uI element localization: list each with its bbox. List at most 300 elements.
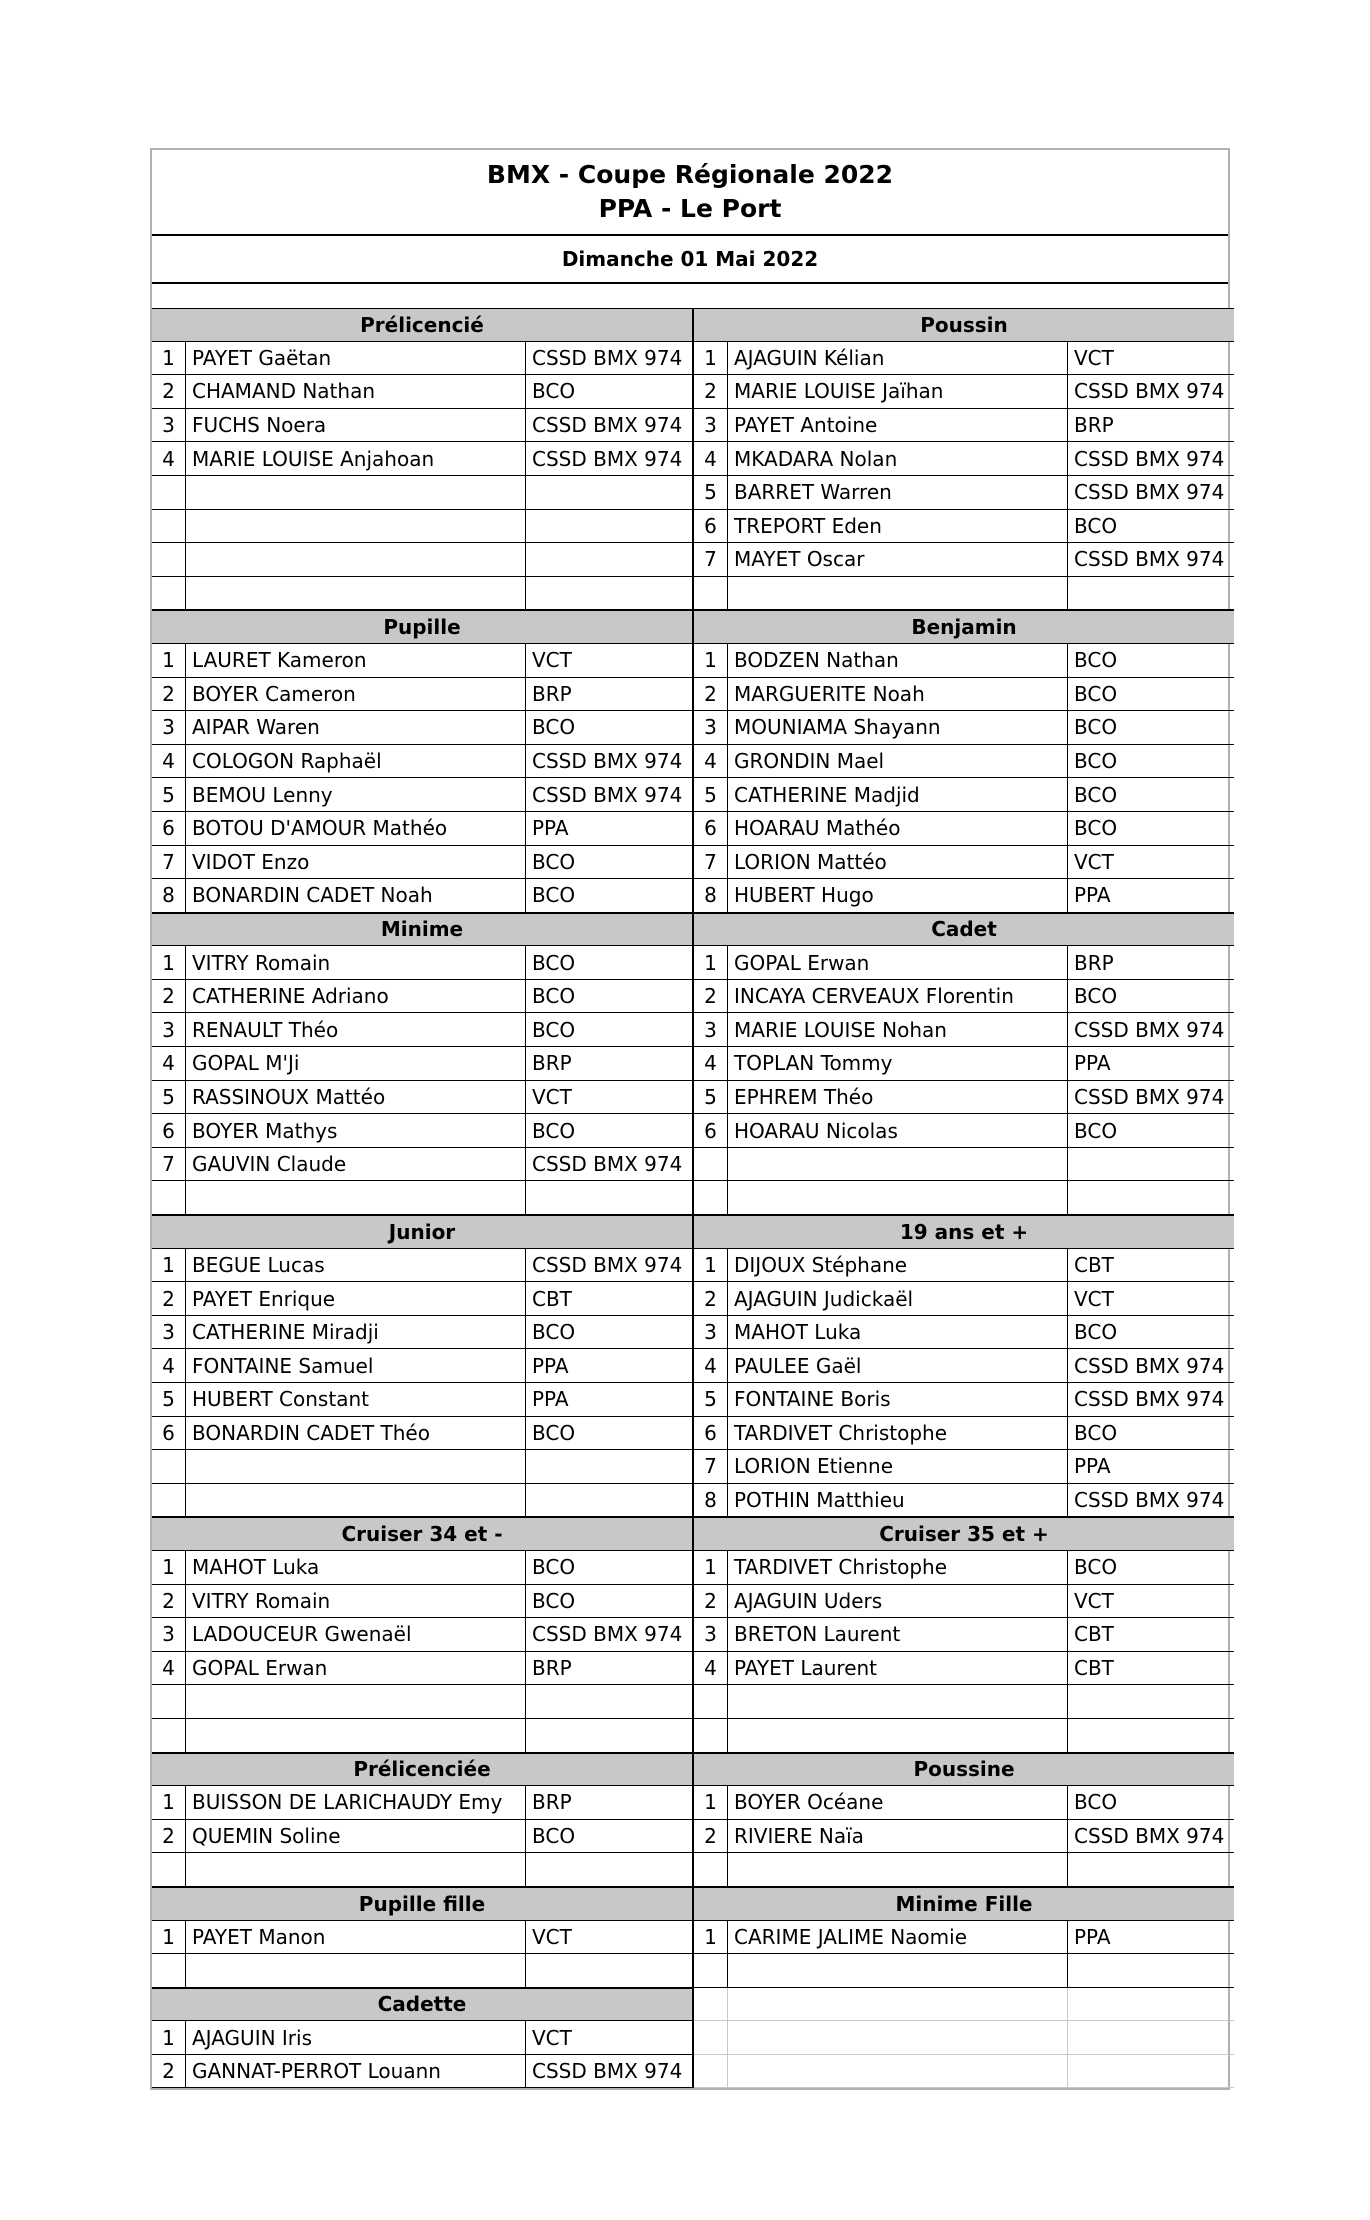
rank-cell [694,1685,728,1718]
rider-name-cell: GAUVIN Claude [186,1148,526,1181]
rider-name-cell: PAYET Laurent [728,1652,1068,1685]
result-row [152,442,692,476]
right-column [692,308,1234,2088]
club-cell [526,1181,692,1214]
club-cell: CBT [1074,1622,1114,1647]
page-subtitle: PPA - Le Port [598,194,782,223]
result-row [152,1618,692,1652]
rank-cell: 3 [152,1316,186,1349]
rider-name-cell: VIDOT Enzo [186,846,526,879]
result-row [694,1652,1234,1686]
result-row [694,1417,1234,1451]
rank-cell: 1 [694,1921,728,1954]
result-row [694,1013,1234,1047]
results-sheet [150,148,1230,2090]
rider-name-cell: HOARAU Nicolas [728,1114,1068,1147]
result-row [152,1081,692,1115]
rank-cell: 2 [152,980,186,1013]
club-cell: VCT [1074,1286,1114,1311]
rider-name-cell: HUBERT Constant [186,1383,526,1416]
rank-cell: 2 [694,1282,728,1315]
rider-name-cell [186,1954,526,1987]
club-cell: CSSD BMX 974 [1074,547,1225,572]
result-row [152,342,692,376]
category-header: Poussin [694,308,1234,342]
rank-cell: 6 [694,510,728,543]
result-row [152,1316,692,1350]
result-row [152,1551,692,1585]
rank-cell [152,1484,186,1517]
result-row [152,1383,692,1417]
rank-cell: 3 [152,1618,186,1651]
rank-cell [694,577,728,610]
result-row [694,778,1234,812]
rank-cell [694,1988,728,2021]
club-cell: BRP [532,681,572,706]
result-row [694,879,1234,913]
rider-name-cell: BOYER Cameron [186,678,526,711]
result-row [694,1148,1234,1182]
result-row [152,1954,692,1988]
rank-cell: 2 [152,1282,186,1315]
result-row [152,1013,692,1047]
results-grid [152,308,1228,2088]
club-cell: VCT [532,2025,572,2050]
result-row [152,644,692,678]
rank-cell: 5 [152,1081,186,1114]
rider-name-cell: TARDIVET Christophe [728,1551,1068,1584]
result-row [694,846,1234,880]
rider-name-cell: BUISSON DE LARICHAUDY Emy [186,1786,526,1819]
rank-cell: 1 [152,1786,186,1819]
rank-cell: 5 [152,778,186,811]
rider-name-cell [728,1853,1068,1886]
result-row [694,2021,1234,2055]
club-cell: BCO [532,1320,576,1345]
club-cell [1068,2055,1234,2088]
club-cell: BRP [532,1051,572,1076]
rider-name-cell [186,1853,526,1886]
rank-cell: 3 [694,1013,728,1046]
rank-cell [694,1719,728,1752]
rider-name-cell: MARIE LOUISE Nohan [728,1013,1068,1046]
rank-cell [694,1853,728,1886]
club-cell: CSSD BMX 974 [1074,379,1225,404]
rider-name-cell: RIVIERE Naïa [728,1820,1068,1853]
result-row [694,375,1234,409]
rank-cell: 1 [152,644,186,677]
rider-name-cell: BEGUE Lucas [186,1249,526,1282]
club-cell: BCO [1074,749,1118,774]
rider-name-cell: TOPLAN Tommy [728,1047,1068,1080]
rank-cell: 5 [694,1081,728,1114]
rank-cell [152,1719,186,1752]
club-cell: BCO [532,715,576,740]
result-row [694,711,1234,745]
category-header: Prélicenciée [152,1753,692,1787]
result-row [694,678,1234,712]
club-cell [1068,1719,1234,1752]
rider-name-cell: AJAGUIN Kélian [728,342,1068,375]
rank-cell [694,1181,728,1214]
club-cell [526,543,692,576]
rider-name-cell: BODZEN Nathan [728,644,1068,677]
result-row [152,879,692,913]
title-box [152,150,1228,236]
category-header: Poussine [694,1753,1234,1787]
rank-cell: 1 [694,1786,728,1819]
rider-name-cell: CHAMAND Nathan [186,375,526,408]
club-cell [526,1853,692,1886]
rider-name-cell [186,1181,526,1214]
result-row [152,1249,692,1283]
rank-cell: 1 [694,1249,728,1282]
club-cell: CSSD BMX 974 [532,2059,683,2084]
rank-cell: 4 [694,1652,728,1685]
rider-name-cell: POTHIN Matthieu [728,1484,1068,1517]
club-cell: VCT [532,1924,572,1949]
rank-cell: 4 [152,442,186,475]
rank-cell: 4 [694,745,728,778]
result-row [152,1349,692,1383]
rider-name-cell: FONTAINE Boris [728,1383,1068,1416]
rank-cell [694,1954,728,1987]
rank-cell: 7 [694,1450,728,1483]
result-row [694,1181,1234,1215]
rider-name-cell: PAYET Gaëtan [186,342,526,375]
result-row [152,2055,692,2089]
club-cell: BCO [532,1824,576,1849]
result-row [694,476,1234,510]
category-header: Minime Fille [694,1887,1234,1921]
club-cell: BCO [1074,648,1118,673]
club-cell: CSSD BMX 974 [532,446,683,471]
rank-cell [152,1954,186,1987]
rider-name-cell: BONARDIN CADET Noah [186,879,526,912]
rank-cell [152,1181,186,1214]
rider-name-cell: MARIE LOUISE Anjahoan [186,442,526,475]
club-cell: VCT [1074,345,1114,370]
rank-cell: 3 [152,1013,186,1046]
rider-name-cell [728,1685,1068,1718]
club-cell: CSSD BMX 974 [532,345,683,370]
result-row [694,1383,1234,1417]
rider-name-cell: BRETON Laurent [728,1618,1068,1651]
result-row [694,1921,1234,1955]
page-title: BMX - Coupe Régionale 2022 [486,160,894,189]
result-row [694,1484,1234,1518]
result-row [152,1786,692,1820]
rank-cell: 2 [694,1820,728,1853]
result-row [694,1585,1234,1619]
result-row [152,980,692,1014]
result-row [152,543,692,577]
rider-name-cell [186,1719,526,1752]
club-cell: BRP [532,1790,572,1815]
rider-name-cell [186,1685,526,1718]
result-row [152,1450,692,1484]
rank-cell: 3 [694,409,728,442]
result-row [694,510,1234,544]
rider-name-cell: FUCHS Noera [186,409,526,442]
rider-name-cell: MAYET Oscar [728,543,1068,576]
result-row [152,1685,692,1719]
club-cell [526,1685,692,1718]
result-row [694,1551,1234,1585]
result-row [152,577,692,611]
club-cell: CSSD BMX 974 [532,782,683,807]
category-header: Minime [152,913,692,947]
rank-cell: 2 [694,375,728,408]
rank-cell [694,1148,728,1181]
rider-name-cell: MARGUERITE Noah [728,678,1068,711]
club-cell: PPA [1074,1924,1111,1949]
rank-cell [152,543,186,576]
rider-name-cell [728,577,1068,610]
result-row [152,711,692,745]
rider-name-cell: DIJOUX Stéphane [728,1249,1068,1282]
rank-cell: 4 [152,1047,186,1080]
club-cell: CBT [1074,1656,1114,1681]
club-cell: BCO [532,984,576,1009]
rider-name-cell: BOTOU D'AMOUR Mathéo [186,812,526,845]
rider-name-cell [186,543,526,576]
rank-cell: 2 [152,2055,186,2088]
rank-cell: 1 [694,644,728,677]
rider-name-cell: BEMOU Lenny [186,778,526,811]
result-row [694,2055,1234,2089]
club-cell: CSSD BMX 974 [1074,480,1225,505]
rank-cell: 4 [694,1349,728,1382]
club-cell: VCT [532,1084,572,1109]
rider-name-cell: INCAYA CERVEAUX Florentin [728,980,1068,1013]
result-row [694,1954,1234,1988]
rank-cell [152,476,186,509]
rider-name-cell [186,577,526,610]
rank-cell: 4 [152,1652,186,1685]
club-cell: CSSD BMX 974 [532,749,683,774]
rider-name-cell: QUEMIN Soline [186,1820,526,1853]
club-cell: CSSD BMX 974 [532,1152,683,1177]
result-row [694,1685,1234,1719]
club-cell: BCO [1074,1420,1118,1445]
club-cell: CBT [1074,1252,1114,1277]
result-row [694,1249,1234,1283]
club-cell: BCO [532,379,576,404]
result-row [694,1820,1234,1854]
club-cell: BRP [1074,950,1114,975]
rank-cell: 4 [694,1047,728,1080]
club-cell: BCO [1074,1790,1118,1815]
rider-name-cell [728,2021,1068,2054]
rider-name-cell: BARRET Warren [728,476,1068,509]
result-row [152,1820,692,1854]
club-cell: BCO [1074,1320,1118,1345]
club-cell: BRP [1074,413,1114,438]
rider-name-cell: TARDIVET Christophe [728,1417,1068,1450]
club-cell: BCO [1074,816,1118,841]
club-cell: BCO [1074,1118,1118,1143]
result-row [152,1282,692,1316]
rider-name-cell: COLOGON Raphaël [186,745,526,778]
rider-name-cell: LAURET Kameron [186,644,526,677]
rank-cell [152,510,186,543]
category-header: Cruiser 34 et - [152,1517,692,1551]
result-row [152,946,692,980]
club-cell: CSSD BMX 974 [1074,446,1225,471]
club-cell: BCO [1074,715,1118,740]
result-row [694,745,1234,779]
rank-cell: 1 [694,946,728,979]
rider-name-cell: TREPORT Eden [728,510,1068,543]
result-row [152,1181,692,1215]
rank-cell: 1 [152,1551,186,1584]
rider-name-cell [728,2055,1068,2088]
rank-cell: 4 [152,1349,186,1382]
result-row [694,1349,1234,1383]
club-cell: PPA [1074,883,1111,908]
rank-cell: 6 [694,1417,728,1450]
rank-cell: 2 [152,1820,186,1853]
category-header: Cruiser 35 et + [694,1517,1234,1551]
result-row [694,980,1234,1014]
rider-name-cell: LADOUCEUR Gwenaël [186,1618,526,1651]
rank-cell: 1 [694,342,728,375]
rider-name-cell: RASSINOUX Mattéo [186,1081,526,1114]
rank-cell: 6 [152,1114,186,1147]
club-cell: VCT [1074,849,1114,874]
rider-name-cell: CARIME JALIME Naomie [728,1921,1068,1954]
club-cell: CSSD BMX 974 [1074,1084,1225,1109]
rank-cell: 7 [694,846,728,879]
rider-name-cell: AJAGUIN Uders [728,1585,1068,1618]
rank-cell [152,577,186,610]
rank-cell: 6 [694,812,728,845]
rank-cell: 2 [152,678,186,711]
club-cell: BCO [1074,681,1118,706]
result-row [694,342,1234,376]
rider-name-cell: PAULEE Gaël [728,1349,1068,1382]
rider-name-cell [186,1484,526,1517]
rank-cell: 5 [152,1383,186,1416]
result-row [152,1585,692,1619]
result-row [694,812,1234,846]
category-header: Cadet [694,913,1234,947]
rank-cell: 7 [694,543,728,576]
result-row [152,778,692,812]
rank-cell: 1 [152,946,186,979]
rider-name-cell: BOYER Océane [728,1786,1068,1819]
club-cell [526,1719,692,1752]
rank-cell: 4 [152,745,186,778]
result-row [152,1921,692,1955]
result-row [152,1417,692,1451]
club-cell: BCO [1074,513,1118,538]
rider-name-cell: GANNAT-PERROT Louann [186,2055,526,2088]
category-header: 19 ans et + [694,1215,1234,1249]
result-row [694,1316,1234,1350]
club-cell: VCT [1074,1588,1114,1613]
category-header: Pupille fille [152,1887,692,1921]
result-row [152,678,692,712]
club-cell: BCO [1074,1555,1118,1580]
club-cell: BCO [532,1555,576,1580]
rider-name-cell: GOPAL Erwan [186,1652,526,1685]
rider-name-cell: GOPAL Erwan [728,946,1068,979]
rider-name-cell: GOPAL M'Ji [186,1047,526,1080]
result-row [694,1618,1234,1652]
result-row [694,1047,1234,1081]
rider-name-cell: PAYET Manon [186,1921,526,1954]
result-row [152,812,692,846]
result-row [152,409,692,443]
rider-name-cell [728,1148,1068,1181]
rank-cell: 8 [694,879,728,912]
club-cell: VCT [532,648,572,673]
result-row [152,1047,692,1081]
club-cell [1068,1853,1234,1886]
rank-cell [694,2021,728,2054]
club-cell: CSSD BMX 974 [1074,1488,1225,1513]
rider-name-cell: MARIE LOUISE Jaïhan [728,375,1068,408]
club-cell: CSSD BMX 974 [1074,1353,1225,1378]
rank-cell: 1 [152,2021,186,2054]
rider-name-cell: AJAGUIN Judickaël [728,1282,1068,1315]
rank-cell: 2 [152,375,186,408]
club-cell [1068,1988,1234,2021]
rank-cell: 6 [694,1114,728,1147]
club-cell: BCO [1074,984,1118,1009]
rank-cell: 7 [152,1148,186,1181]
result-row [694,442,1234,476]
result-row [152,745,692,779]
rider-name-cell: LORION Etienne [728,1450,1068,1483]
result-row [694,543,1234,577]
category-header: Junior [152,1215,692,1249]
rank-cell [694,2055,728,2088]
rider-name-cell: BOYER Mathys [186,1114,526,1147]
result-row [694,1282,1234,1316]
rank-cell: 2 [694,1585,728,1618]
result-row [152,846,692,880]
rider-name-cell: AJAGUIN Iris [186,2021,526,2054]
club-cell: CSSD BMX 974 [532,1622,683,1647]
club-cell: BRP [532,1656,572,1681]
club-cell: PPA [532,1353,569,1378]
result-row [152,2021,692,2055]
rider-name-cell: VITRY Romain [186,946,526,979]
club-cell [1068,1148,1234,1181]
club-cell [526,1954,692,1987]
club-cell: BCO [532,883,576,908]
rider-name-cell: HOARAU Mathéo [728,812,1068,845]
rider-name-cell: GRONDIN Mael [728,745,1068,778]
result-row [152,1652,692,1686]
rider-name-cell: CATHERINE Madjid [728,778,1068,811]
club-cell: CSSD BMX 974 [1074,1824,1225,1849]
club-cell: BCO [532,950,576,975]
club-cell [526,1450,692,1483]
category-header: Pupille [152,610,692,644]
club-cell: BCO [532,1017,576,1042]
club-cell [1068,2021,1234,2054]
category-header: Benjamin [694,610,1234,644]
result-row [152,1484,692,1518]
rank-cell: 8 [152,879,186,912]
club-cell [1068,1954,1234,1987]
rank-cell: 6 [152,812,186,845]
rank-cell: 1 [152,1249,186,1282]
